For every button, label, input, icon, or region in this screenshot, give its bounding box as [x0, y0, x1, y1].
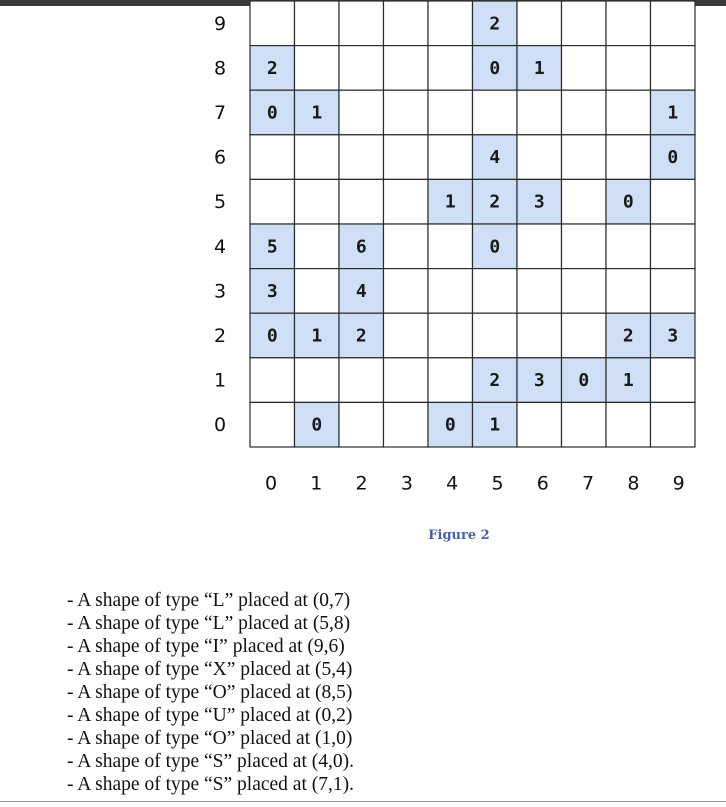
y-axis-label: 1	[213, 369, 227, 392]
grid-cell	[295, 224, 340, 269]
grid-cell	[295, 358, 340, 403]
grid-cell	[339, 46, 384, 91]
grid-cell	[651, 1, 696, 46]
y-axis-label: 0	[213, 414, 227, 437]
cell-number: 3	[533, 191, 545, 213]
cell-number: 3	[533, 370, 545, 392]
grid-cell	[339, 90, 384, 135]
grid-cell	[428, 269, 473, 314]
grid-cell	[428, 46, 473, 91]
placement-item: - A shape of type “O” placed at (8,5)	[67, 682, 353, 703]
cell-number: 6	[355, 236, 367, 258]
grid-cell	[473, 269, 518, 314]
x-axis-label: 7	[582, 472, 595, 495]
grid-cell	[384, 179, 429, 224]
cell-number: 2	[489, 370, 501, 392]
grid-cell	[339, 135, 384, 180]
grid-cell	[428, 313, 473, 358]
grid-cell	[384, 269, 429, 314]
y-axis-label: 7	[213, 102, 227, 124]
grid-cell	[339, 179, 384, 224]
grid-cell	[606, 402, 651, 447]
grid-cell	[517, 224, 562, 269]
grid-cell	[428, 1, 473, 46]
cell-number: 3	[266, 280, 278, 302]
cell-number: 0	[266, 102, 278, 124]
grid-cell	[384, 402, 429, 447]
cell-number: 3	[667, 325, 679, 347]
grid-cell	[517, 402, 562, 447]
cell-number: 0	[489, 236, 501, 258]
placement-item: - A shape of type “L” placed at (5,8)	[67, 613, 351, 634]
cell-number: 2	[355, 325, 367, 347]
y-axis-label: 8	[213, 57, 227, 80]
grid-cell	[562, 90, 607, 135]
cell-number: 1	[667, 102, 679, 124]
grid-cell	[606, 135, 651, 180]
grid-cell	[606, 1, 651, 46]
grid-cell	[517, 313, 562, 358]
grid-cell	[517, 269, 562, 314]
figure-caption: Figure 2	[428, 528, 490, 543]
grid-cell	[384, 90, 429, 135]
grid-cell	[651, 46, 696, 91]
grid-cell	[428, 358, 473, 403]
grid-cell	[517, 1, 562, 46]
grid-cell	[384, 358, 429, 403]
cell-number: 0	[266, 325, 278, 347]
cell-number: 1	[444, 191, 456, 213]
grid-cell	[339, 1, 384, 46]
y-axis-label: 9	[213, 12, 227, 35]
cell-number: 2	[489, 13, 501, 35]
grid-cell	[562, 402, 607, 447]
grid-cell	[250, 179, 295, 224]
placement-item: - A shape of type “O” placed at (1,0)	[67, 728, 353, 749]
x-axis-label: 3	[400, 472, 413, 495]
grid-cell	[517, 135, 562, 180]
grid-cell	[562, 135, 607, 180]
grid-cell	[250, 135, 295, 180]
cell-number: 4	[489, 147, 501, 169]
grid-cell	[562, 179, 607, 224]
grid-cell	[384, 1, 429, 46]
grid-cell	[651, 358, 696, 403]
grid-cell	[562, 313, 607, 358]
grid-cell	[250, 402, 295, 447]
grid-cell	[384, 135, 429, 180]
grid-cell	[651, 269, 696, 314]
cell-number: 1	[533, 57, 545, 79]
x-axis-label: 4	[446, 472, 459, 495]
grid-cell	[428, 135, 473, 180]
grid-cell	[562, 269, 607, 314]
grid-cell	[562, 224, 607, 269]
cell-number: 1	[311, 102, 323, 124]
grid-cell	[295, 46, 340, 91]
placement-item: - A shape of type “L” placed at (0,7)	[67, 590, 351, 611]
grid-cell	[295, 269, 340, 314]
grid-cell	[562, 1, 607, 46]
cell-number: 2	[489, 191, 501, 213]
placement-item: - A shape of type “I” placed at (9,6)	[67, 636, 345, 657]
grid-cell	[517, 90, 562, 135]
cell-number: 0	[444, 414, 456, 436]
placement-item: - A shape of type “S” placed at (7,1).	[67, 774, 354, 795]
grid-cell	[562, 46, 607, 91]
grid-cell	[473, 313, 518, 358]
cell-number: 1	[311, 325, 323, 347]
grid-cell	[295, 135, 340, 180]
grid-cell	[339, 402, 384, 447]
y-axis-label: 6	[213, 146, 227, 169]
x-axis-label: 5	[491, 472, 504, 495]
x-axis-label: 2	[355, 472, 368, 495]
page-bottom-rule	[0, 801, 726, 802]
cell-number: 1	[489, 414, 501, 436]
cell-number: 0	[489, 57, 501, 79]
grid-cell	[295, 1, 340, 46]
y-axis-label: 3	[213, 280, 227, 303]
grid-cell	[606, 269, 651, 314]
cell-number: 0	[667, 147, 679, 169]
grid-cell	[606, 90, 651, 135]
grid-cell	[428, 90, 473, 135]
cell-number: 5	[266, 236, 278, 258]
y-axis-label: 4	[213, 235, 227, 258]
grid-cell	[428, 224, 473, 269]
grid-cell	[606, 46, 651, 91]
cell-number: 0	[311, 414, 323, 436]
x-axis-label: 9	[672, 472, 685, 495]
x-axis-label: 8	[627, 472, 640, 495]
grid-cell	[473, 90, 518, 135]
grid-cell	[651, 402, 696, 447]
x-axis-label: 0	[264, 472, 278, 495]
cell-number: 2	[266, 57, 278, 79]
x-axis-label: 6	[536, 472, 549, 495]
grid-cell	[384, 313, 429, 358]
grid-cell	[384, 46, 429, 91]
grid-cell	[295, 179, 340, 224]
cell-number: 0	[578, 370, 590, 392]
cell-number: 1	[622, 370, 634, 392]
grid-cell	[651, 179, 696, 224]
cell-number: 0	[622, 191, 634, 213]
placement-item: - A shape of type “S” placed at (4,0).	[67, 751, 354, 772]
x-axis-label: 1	[310, 472, 323, 495]
grid-cell	[339, 358, 384, 403]
cell-number: 2	[622, 325, 634, 347]
grid-cell	[250, 358, 295, 403]
placement-item: - A shape of type “U” placed at (0,2)	[67, 705, 353, 726]
grid-cell	[384, 224, 429, 269]
placement-list	[67, 589, 354, 796]
y-axis-label: 2	[213, 325, 227, 347]
placement-item: - A shape of type “X” placed at (5,4)	[67, 659, 353, 680]
grid-cell	[651, 224, 696, 269]
grid-cell	[250, 1, 295, 46]
cell-number: 4	[355, 280, 367, 302]
y-axis-label: 5	[213, 191, 227, 214]
grid-cell	[606, 224, 651, 269]
